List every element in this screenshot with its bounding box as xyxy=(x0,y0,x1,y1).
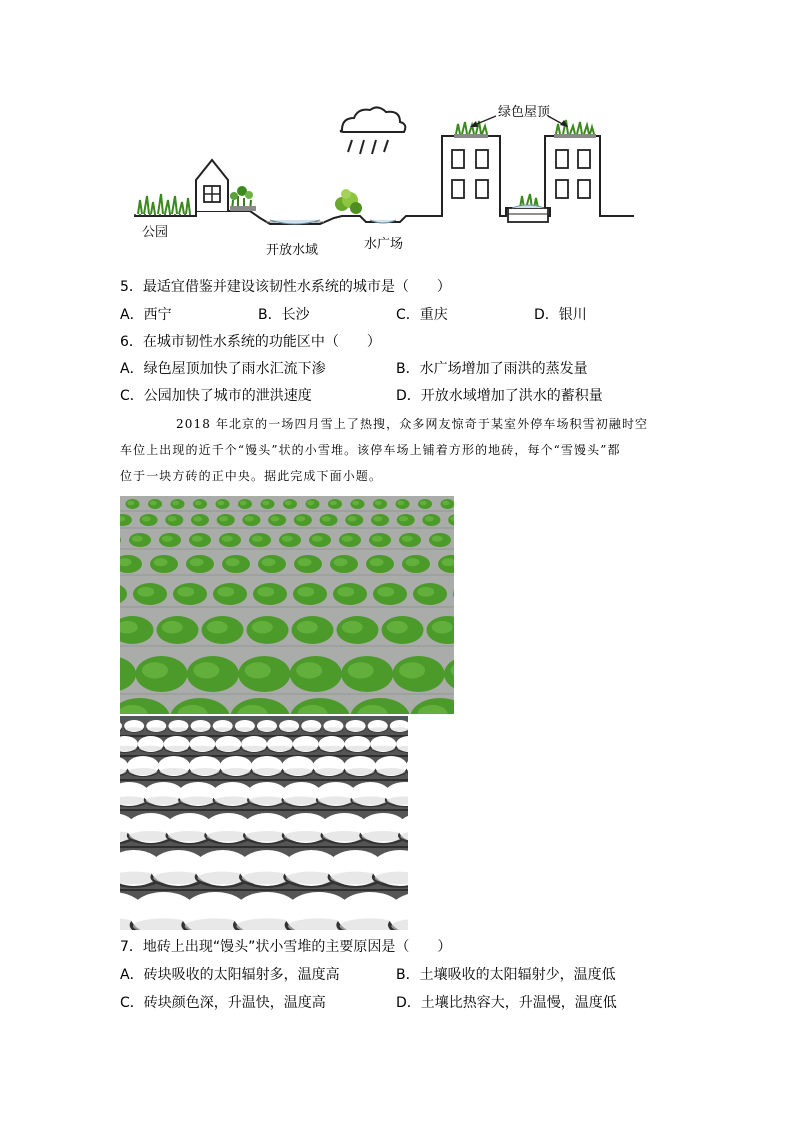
snow-mound-photo xyxy=(120,716,408,930)
resilient-water-system-diagram xyxy=(120,96,650,264)
label-water-plaza: 水广场 xyxy=(364,237,404,252)
left-building-windows xyxy=(452,150,488,198)
q6-option-a[interactable]: A．绿色屋顶加快了雨水汇流下渗 xyxy=(120,361,326,377)
house-icon xyxy=(196,160,228,211)
rain-cloud-icon xyxy=(341,107,406,154)
park-grass-icon xyxy=(138,194,190,214)
q7-option-d[interactable]: D．土壤比热容大，升温慢，温度低 xyxy=(396,995,617,1011)
passage-line-2: 车位上出现的近千个“馒头”状的小雪堆。该停车场上铺着方形的地砖，每个“雪馒头”都 xyxy=(120,443,621,457)
q7-stem: 7．地砖上出现“馒头”状小雪堆的主要原因是（ ） xyxy=(120,939,452,955)
q6-option-d[interactable]: D．开放水域增加了洪水的蓄积量 xyxy=(396,388,603,404)
q7-option-b[interactable]: B．土壤吸收的太阳辐射少，温度低 xyxy=(396,967,616,983)
q5-option-d[interactable]: D．银川 xyxy=(534,307,587,323)
grass-paver-photo xyxy=(120,496,454,714)
q6-option-b[interactable]: B．水广场增加了雨洪的蒸发量 xyxy=(396,361,588,377)
q5-option-b[interactable]: B．长沙 xyxy=(258,307,310,323)
q6-stem: 6．在城市韧性水系统的功能区中（ ） xyxy=(120,334,381,350)
q5-stem: 5．最适宜借鉴并建设该韧性水系统的城市是（ ） xyxy=(120,279,451,295)
plant-icon xyxy=(230,186,256,211)
label-open-water: 开放水域 xyxy=(266,243,319,258)
shrub-icon xyxy=(335,189,362,214)
green-roof-left-icon xyxy=(454,121,488,138)
q5-option-a[interactable]: A．西宁 xyxy=(120,307,172,323)
label-park: 公园 xyxy=(142,225,169,240)
planter-box-icon xyxy=(508,194,548,222)
right-building-windows xyxy=(556,150,590,198)
passage-line-3: 位于一块方砖的正中央。据此完成下面小题。 xyxy=(120,469,383,483)
reading-passage xyxy=(120,411,680,489)
label-green-roof: 绿色屋顶 xyxy=(498,105,551,120)
q6-option-c[interactable]: C．公园加快了城市的泄洪速度 xyxy=(120,388,312,404)
q7-option-a[interactable]: A．砖块吸收的太阳辐射多，温度高 xyxy=(120,967,340,983)
q5-option-c[interactable]: C．重庆 xyxy=(396,307,448,323)
q7-option-c[interactable]: C．砖块颜色深，升温快，温度高 xyxy=(120,995,326,1011)
passage-line-1: 2018 年北京的一场四月雪上了热搜，众多网友惊奇于某室外停车场积雪初融时空 xyxy=(176,417,649,431)
